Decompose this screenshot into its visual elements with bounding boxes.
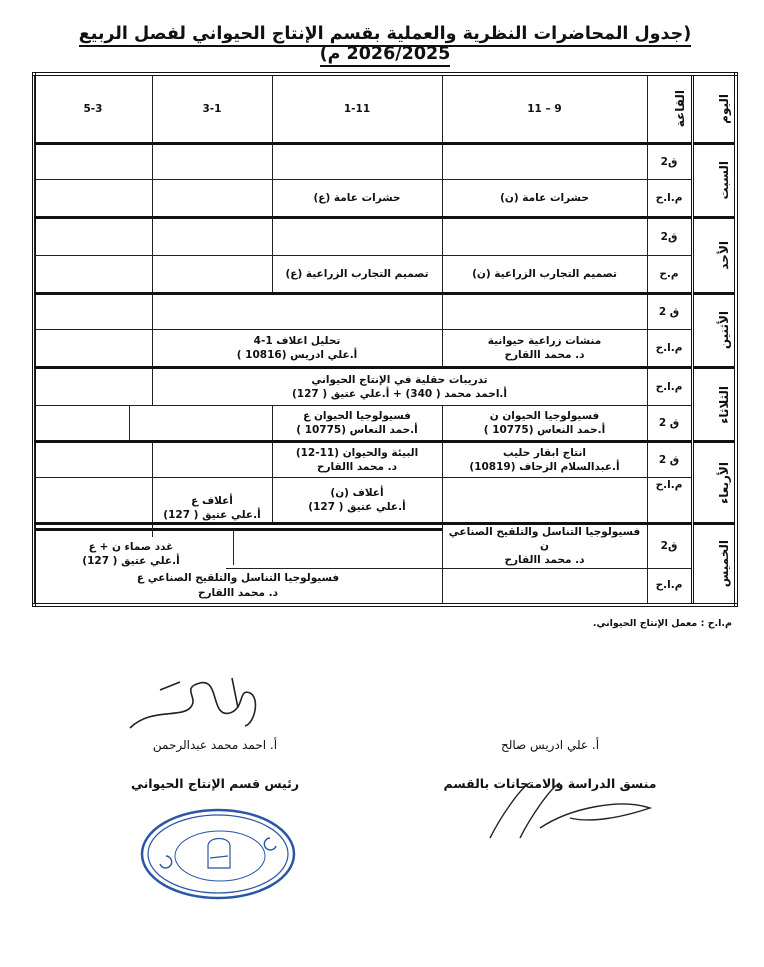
day-wednesday: الأربعاء <box>692 442 736 524</box>
cell <box>34 218 152 256</box>
table-row <box>34 406 736 442</box>
cell <box>34 368 152 406</box>
thursday-endocrine-cell: غدد صماء ن + ع أ.علي عتيق ( 127) <box>36 537 226 571</box>
room-cell: م.ح <box>647 256 692 294</box>
signature-scribble-right <box>470 778 670 848</box>
header-slot-3: 3-1 <box>152 74 272 144</box>
legend-note: م.ا.ح : معمل الإنتاج الحيواني. <box>592 618 732 629</box>
cell: حشرات عامة (ن) <box>442 180 647 218</box>
header-day: اليوم <box>692 74 736 144</box>
table-row <box>34 180 736 218</box>
day-sunday: الأحد <box>692 218 736 294</box>
room-cell: ق2 <box>647 218 692 256</box>
day-tuesday: الثلاثاء <box>692 368 736 442</box>
table-row <box>34 568 736 605</box>
day-monday: الأثنين <box>692 294 736 368</box>
cell: فسيولوجيا التناسل والتلقيح الصناعي ع د. محمد االقارح <box>34 568 442 605</box>
header-row <box>34 74 736 144</box>
cell <box>34 442 152 478</box>
room-cell: ق2 <box>647 144 692 180</box>
cell <box>34 294 152 330</box>
schedule-table <box>32 72 738 607</box>
table-row <box>34 330 736 368</box>
cell <box>152 294 442 330</box>
cell <box>272 218 442 256</box>
cell <box>152 256 272 294</box>
room-cell: م.ا.ح <box>647 330 692 368</box>
cell: فسيولوجيا الحيوان ع أ.حمد النعاس (10775 ) <box>272 406 442 442</box>
signature-scribble-left <box>120 668 280 738</box>
signature-block-left <box>100 738 330 791</box>
header-slot-4: 5-3 <box>34 74 152 144</box>
signer-role: منسق الدراسة والامتحانات بالقسم <box>443 776 657 791</box>
room-cell: ق 2 <box>647 406 692 442</box>
cell: انتاج ابقار حليب أ.عبدالسلام الزحاف (10819) <box>442 442 647 478</box>
cell: فسيولوجيا الحيوان ن أ.حمد النعاس (10775 ) <box>442 406 647 442</box>
cell <box>34 478 152 524</box>
cell <box>34 256 152 294</box>
table-row <box>34 442 736 478</box>
cell <box>34 330 152 368</box>
cell <box>34 144 152 180</box>
day-saturday: السبت <box>692 144 736 218</box>
cell <box>442 568 647 605</box>
table-row <box>34 218 736 256</box>
cell <box>152 144 272 180</box>
room-cell: ق 2 <box>647 294 692 330</box>
cell <box>152 180 272 218</box>
table-row <box>34 144 736 180</box>
cell: منشات زراعية حيوانية د. محمد االقارح <box>442 330 647 368</box>
cell: حشرات عامة (ع) <box>272 180 442 218</box>
room-cell: ق 2 <box>647 442 692 478</box>
day-thursday: الخميس <box>692 524 736 605</box>
signer-name: أ. احمد محمد عبدالرحمن <box>152 738 278 752</box>
room-cell: م.ا.ح <box>647 180 692 218</box>
cell: تدريبات حقلية في الإنتاج الحيواني أ.احمد محمد ( 340) + أ.علي عتيق ( 127) <box>152 368 647 406</box>
cell: البيئة والحيوان (11-12) د. محمد االقارح <box>272 442 442 478</box>
cell <box>152 218 272 256</box>
room-cell: ق2 <box>647 524 692 569</box>
cell <box>34 406 272 442</box>
table-row <box>34 294 736 330</box>
document-title: (جدول المحاضرات النظرية والعملية بقسم الإنتاج الحيواني لفصل الربيع 2026/2025 م) <box>40 24 730 64</box>
header-room: القاعة <box>647 74 692 144</box>
signer-role: رئيس قسم الإنتاج الحيواني <box>130 776 300 791</box>
cell: أعلاف (ن) أ.علي عتيق ( 127) <box>272 478 442 524</box>
cell: تحليل اعلاف 1-4 أ.علي ادريس (10816 ) <box>152 330 442 368</box>
room-cell: م.ا.ح <box>647 368 692 406</box>
cell <box>442 478 647 524</box>
table-row <box>34 256 736 294</box>
cell: تصميم التجارب الزراعية (ن) <box>442 256 647 294</box>
table-row <box>34 368 736 406</box>
room-cell: م.ا.ح <box>647 478 692 524</box>
cell <box>442 144 647 180</box>
cell: فسيولوجيا التناسل والتلقيح الصناعي ن د. محمد االقارح <box>442 524 647 569</box>
cell <box>442 218 647 256</box>
cell: تصميم التجارب الزراعية (ع) <box>272 256 442 294</box>
cell: أعلاف ع أ.علي عتيق ( 127) <box>152 478 272 524</box>
room-cell: م.ا.ح <box>647 568 692 605</box>
department-stamp <box>138 806 298 902</box>
header-slot-1: 11 – 9 <box>442 74 647 144</box>
cell <box>152 442 272 478</box>
cell <box>442 294 647 330</box>
signer-name: أ. علي ادريس صالح <box>500 738 600 752</box>
cell <box>34 180 152 218</box>
cell <box>272 144 442 180</box>
table-row <box>34 478 736 524</box>
header-slot-2: 1-11 <box>272 74 442 144</box>
